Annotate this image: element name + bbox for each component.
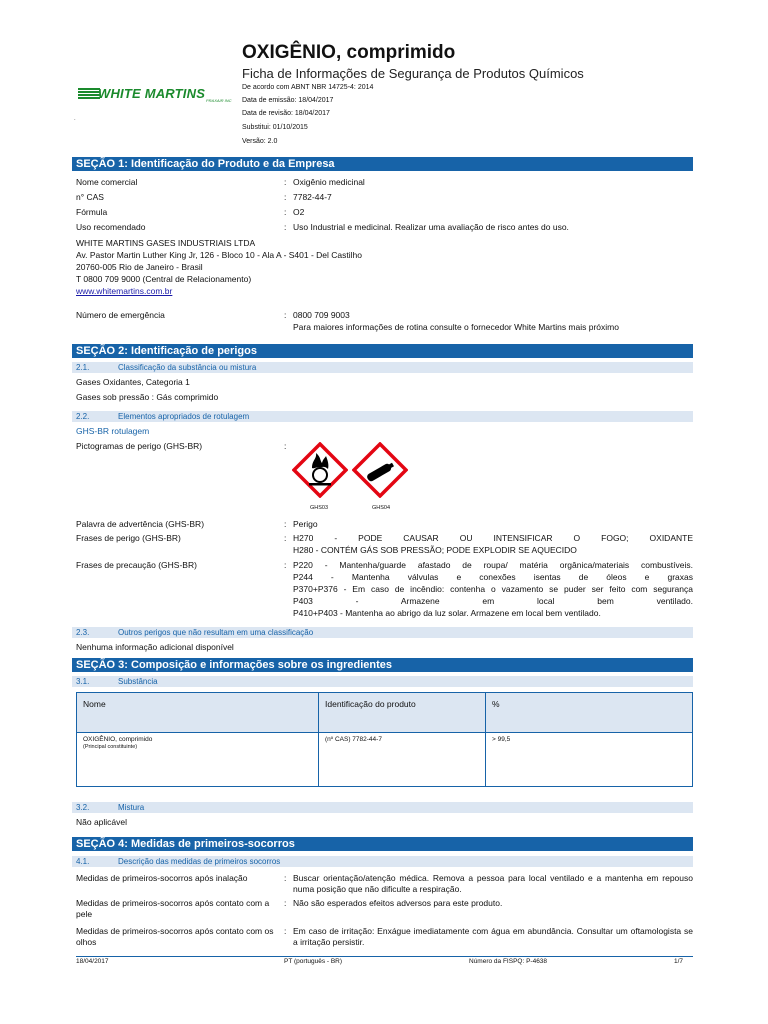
subsection-title: Descrição das medidas de primeiros socorros [118,857,281,866]
precaution-p403: P403 - Armazene em local bem ventilado. [293,596,693,606]
footer-language: PT (português - BR) [284,958,343,965]
field-label-pictograms: Pictogramas de perigo (GHS-BR) [76,441,203,451]
table-header-row [77,693,693,733]
precaution-p410: P410+P403 - Mantenha ao abrigo da luz solar. Armazene em local bem ventilado. [293,608,601,618]
subsection-number: 2.3. [76,628,90,637]
separator: : [284,177,287,187]
separator: : [284,192,287,202]
company-name: WHITE MARTINS GASES INDUSTRIAIS LTDA [76,238,256,248]
subsection-2-2 [72,411,693,422]
separator: : [284,898,287,908]
cell-product-id: (nº CAS) 7782-44-7 [319,733,486,787]
standard-reference: De acordo com ABNT NBR 14725-4: 2014 [242,84,374,91]
footer-page-number: 1/7 [674,958,684,965]
company-address: Av. Pastor Martin Luther King Jr, 126 - Bloco 10 - Ala A - S401 - Del Castilho [76,250,362,260]
section-3-header: SEÇÃO 3: Composição e informações sobre os ingredientes [72,658,693,672]
separator: : [284,926,287,936]
subsection-title: Mistura [118,803,145,812]
separator: : [284,310,287,320]
classification-oxidizing: Gases Oxidantes, Categoria 1 [76,377,190,387]
document-subtitle: Ficha de Informações de Segurança de Produtos Químicos [242,66,584,81]
field-label-precautionary: Frases de precaução (GHS-BR) [76,560,197,570]
column-header-product-id: Identificação do produto [319,693,486,733]
subsection-title: Classificação da substância ou mistura [118,363,257,372]
hazard-statement-h280: H280 - CONTÉM GÁS SOB PRESSÃO; PODE EXPLODIR SE AQUECIDO [293,545,577,555]
company-website-link[interactable]: www.whitemartins.com.br [76,286,173,296]
field-label-recommended-use: Uso recomendado [76,222,146,232]
logo-subtext: PRAXAIR INC [206,98,232,103]
subsection-number: 2.1. [76,363,90,372]
subsection-2-3 [72,627,693,638]
other-hazards-text: Nenhuma informação adicional disponível [76,642,234,652]
logo-dot: . [74,116,76,122]
revision-date: Data de revisão: 18/04/2017 [242,110,330,117]
field-value-recommended-use: Uso Industrial e medicinal. Realizar uma avaliação de risco antes do uso. [293,222,569,232]
separator: : [284,441,287,451]
section-4-header: SEÇÃO 4: Medidas de primeiros-socorros [72,837,693,851]
footer-fispq-number: Número da FISPQ: P-4638 [469,958,548,965]
company-phone: T 0800 709 9000 (Central de Relacionamento) [76,274,252,284]
field-label-emergency: Número de emergência [76,310,165,320]
page-footer [76,956,693,966]
field-value-eye-contact: Em caso de irritação: Enxágue imediatamente com água em abundância. Consultar um oftamologista se a irritação persistir. [293,926,693,947]
version: Versão: 2.0 [242,138,278,145]
subsection-number: 3.1. [76,677,90,686]
subsection-title: Outros perigos que não resultam em uma classificação [118,628,314,637]
precaution-p244: P244 - Mantenha válvulas e conexões isentas de óleos e graxas [293,572,693,582]
precaution-p220: P220 - Mantenha/guarde afastado de roupa/ matéria orgânica/materiais combustíveis. [293,560,693,570]
mixture-text: Não aplicável [76,817,128,827]
hazard-statement-h270: H270 - PODE CAUSAR OU INTENSIFICAR O FOGO; OXIDANTE [293,533,693,543]
white-martins-logo [78,86,238,108]
pictogram-code-ghs04: GHS04 [372,505,391,511]
field-label-signal-word: Palavra de advertência (GHS-BR) [76,519,205,529]
field-label-eye-contact: Medidas de primeiros-socorros após contato com os olhos [76,926,274,947]
column-header-percent: % [486,693,693,733]
document-title: OXIGÊNIO, comprimido [242,42,456,63]
cell-percent: > 99,5 [486,733,693,787]
document-header [0,0,768,160]
field-label-hazard-statements: Frases de perigo (GHS-BR) [76,533,181,543]
pictogram-code-ghs03: GHS03 [310,505,329,511]
table-row [77,733,693,787]
field-value-signal-word: Perigo [293,519,318,529]
flame-over-circle-icon [292,442,348,498]
footer-date: 18/04/2017 [76,958,109,965]
separator: : [284,222,287,232]
field-value-cas: 7782-44-7 [293,192,332,202]
separator: : [284,533,287,543]
field-value-inhalation: Buscar orientação/atenção médica. Remova a pessoa para local ventilado e a mantenha em repouso numa posição que não dificulte a respiração. [293,873,693,894]
section-1-header: SEÇÃO 1: Identificação do Produto e da Empresa [72,157,693,171]
field-value-trade-name: Oxigênio medicinal [293,177,365,187]
subsection-4-1 [72,856,693,867]
field-label-skin-contact: Medidas de primeiros-socorros após contato com a pele [76,898,270,919]
substance-name: OXIGÊNIO, comprimido [83,736,153,743]
substance-note: (Principal constituinte) [83,744,138,751]
cell-substance-name [77,733,319,787]
field-label-trade-name: Nome comercial [76,177,138,187]
subsection-number: 3.2. [76,803,90,812]
logo-stripes-icon [78,88,100,100]
separator: : [284,207,287,217]
separator: : [284,560,287,570]
subsection-3-2 [72,802,693,813]
field-value-emergency: 0800 709 9003 [293,310,350,320]
composition-table [76,692,693,787]
supersedes-date: Substitui: 01/10/2015 [242,124,308,131]
subsection-2-1 [72,362,693,373]
section-2-header: SEÇÃO 2: Identificação de perigos [72,344,693,358]
subsection-3-1 [72,676,693,687]
precaution-p370: P370+P376 - Em caso de incêndio: contenha o vazamento se puder ser feito com segurança [293,584,693,594]
field-value-formula: O2 [293,207,305,217]
gas-cylinder-icon [352,442,408,498]
subsection-number: 2.2. [76,412,90,421]
ghs-label-heading: GHS-BR rotulagem [76,426,150,436]
logo-text: WHITE MARTINS [98,86,206,101]
column-header-name: Nome [77,693,319,733]
separator: : [284,519,287,529]
subsection-title: Substância [118,677,158,686]
subsection-title: Elementos apropriados de rotulagem [118,412,250,421]
separator: : [284,873,287,883]
field-label-formula: Fórmula [76,207,108,217]
issue-date: Data de emissão: 18/04/2017 [242,97,334,104]
field-label-cas: n° CAS [76,192,104,202]
subsection-number: 4.1. [76,857,90,866]
classification-pressure: Gases sob pressão : Gás comprimido [76,392,219,402]
field-label-inhalation: Medidas de primeiros-socorros após inalação [76,873,248,883]
emergency-note: Para maiores informações de rotina consulte o fornecedor White Martins mais próximo [293,322,619,332]
company-postal: 20760-005 Rio de Janeiro - Brasil [76,262,203,272]
field-value-skin-contact: Não são esperados efeitos adversos para este produto. [293,898,503,908]
